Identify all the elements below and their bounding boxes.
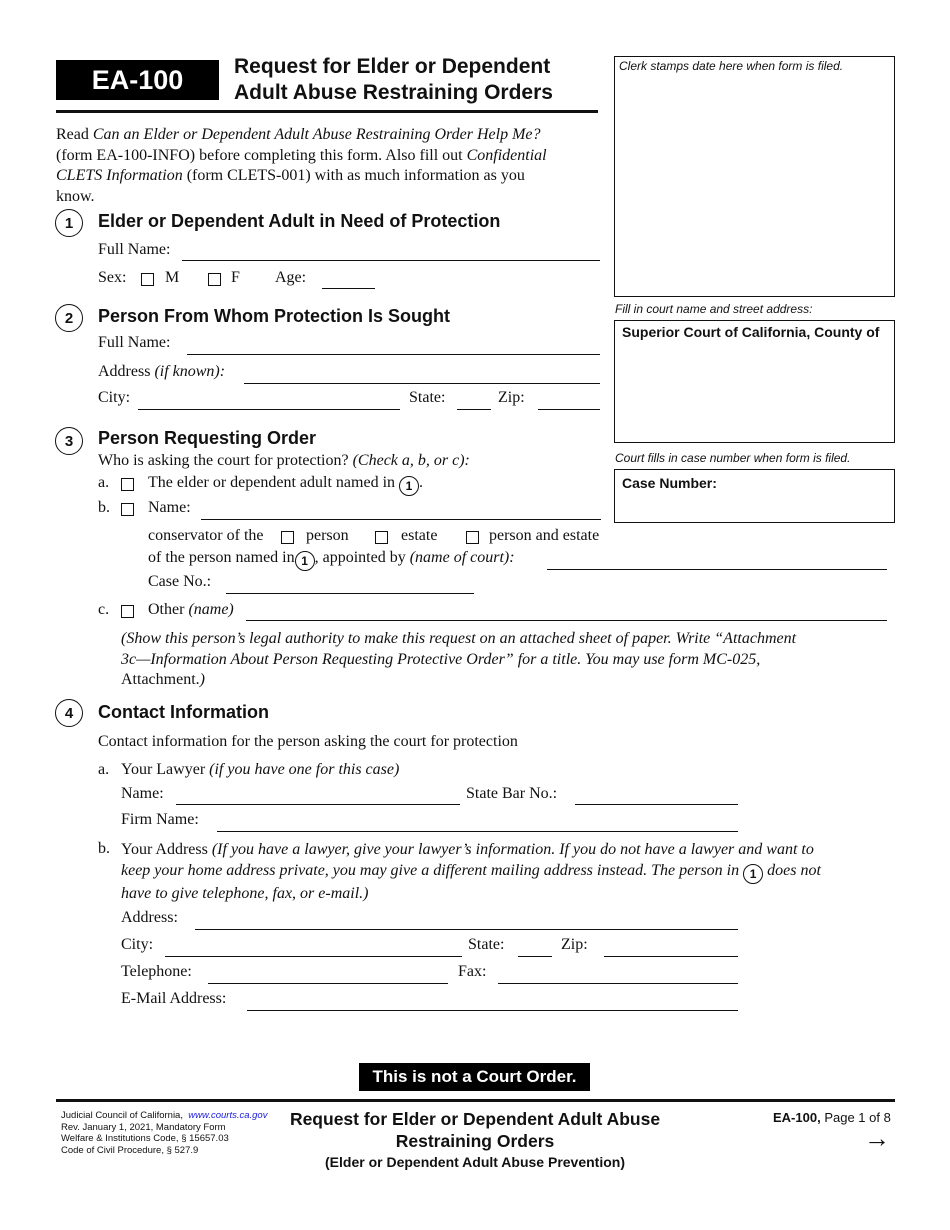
- s3-estate-label: estate: [401, 527, 438, 544]
- s4-b-text: Your Address (If you have a lawyer, give your lawyer’s information. If you do not have a lawyer and want to keep your home address private, you may give a different mailing address instead. The person in 1 does not have to give telephone, fax, or e-mail.): [121, 841, 821, 902]
- case-number-box[interactable]: [614, 469, 895, 523]
- s4-state-label: State:: [468, 936, 505, 953]
- court-caption: Fill in court name and street address:: [615, 302, 813, 316]
- case-caption: Court fills in case number when form is filed.: [615, 451, 851, 465]
- s4-email-label: E-Mail Address:: [121, 990, 227, 1007]
- s3-person-estate-label: person and estate: [489, 527, 600, 544]
- s1-age-field[interactable]: [322, 288, 375, 289]
- next-page-arrow-icon[interactable]: →: [864, 1123, 890, 1153]
- s4-fax-field[interactable]: [498, 983, 738, 984]
- footer-rule: [56, 1099, 895, 1102]
- s3-c-checkbox[interactable]: [121, 605, 134, 618]
- s1-sex-m-checkbox[interactable]: [141, 273, 154, 286]
- s2-state-label: State:: [409, 389, 446, 406]
- s3-question: Who is asking the court for protection? (Check a, b, or c):: [98, 452, 470, 469]
- s4-fax-label: Fax:: [458, 963, 487, 980]
- s4-telephone-label: Telephone:: [121, 963, 192, 980]
- info-form-title: Can an Elder or Dependent Adult Abuse Restraining Order Help Me?: [92, 126, 541, 143]
- s2-city-label: City:: [98, 389, 131, 406]
- ref-1-icon: 1: [743, 864, 763, 884]
- footer-page: EA-100, Page 1 of 8: [773, 1110, 891, 1125]
- section-1-number: 1: [55, 209, 83, 237]
- footer-legal: Judicial Council of California, www.courts.ca.gov Rev. January 1, 2021, Mandatory Form Welfare & Institutions Code, § 15657.03 Code of Civil Procedure, § 527.9: [61, 1110, 268, 1156]
- s1-age-label: Age:: [275, 269, 307, 286]
- s4-description: Contact information for the person asking the court for protection: [98, 733, 518, 750]
- s4-address-label: Address:: [121, 909, 178, 926]
- s1-sex-m-label: M: [165, 269, 180, 286]
- s3-person-estate-checkbox[interactable]: [466, 531, 479, 544]
- s4-state-field[interactable]: [518, 956, 552, 957]
- case-number-label: Case Number:: [622, 475, 717, 491]
- s1-full-name-label: Full Name:: [98, 241, 171, 258]
- s3-c-letter: c.: [98, 601, 110, 618]
- footer-title: Request for Elder or Dependent Adult Abuse Restraining Orders (Elder or Dependent Adult Abuse Prevention): [289, 1109, 661, 1170]
- s1-full-name-field[interactable]: [182, 260, 600, 261]
- clerk-stamp-box: [614, 56, 895, 297]
- s2-address-label: Address (if known):: [98, 363, 226, 380]
- s2-zip-label: Zip:: [498, 389, 525, 406]
- s1-sex-label: Sex:: [98, 269, 127, 286]
- courts-link[interactable]: www.courts.ca.gov: [188, 1110, 268, 1121]
- s4-bar-field[interactable]: [575, 804, 738, 805]
- s3-appointed-text: of the person named in 1 , appointed by (name of court):: [148, 549, 515, 571]
- s3-a-text: The elder or dependent adult named in 1 .: [148, 474, 423, 496]
- s2-address-field[interactable]: [244, 383, 600, 384]
- s4-email-field[interactable]: [247, 1010, 738, 1011]
- court-name-box[interactable]: [614, 320, 895, 443]
- section-3-title: Person Requesting Order: [98, 428, 317, 448]
- s3-case-no-field[interactable]: [226, 593, 474, 594]
- s3-c-other-label: Other (name): [148, 601, 234, 618]
- s3-person-checkbox[interactable]: [281, 531, 294, 544]
- s3-c-other-field[interactable]: [246, 620, 887, 621]
- s3-b-name-field[interactable]: [201, 519, 601, 520]
- s3-b-letter: b.: [98, 499, 110, 516]
- s2-zip-field[interactable]: [538, 409, 600, 410]
- clerk-stamp-caption: Clerk stamps date here when form is filed.: [619, 59, 844, 73]
- section-4-title: Contact Information: [98, 702, 269, 722]
- s4-b-letter: b.: [98, 840, 110, 857]
- s3-a-letter: a.: [98, 474, 110, 491]
- section-2-number: 2: [55, 304, 83, 332]
- s3-estate-checkbox[interactable]: [375, 531, 388, 544]
- s4-name-label: Name:: [121, 785, 164, 802]
- s3-conservator-label: conservator of the: [148, 527, 264, 544]
- form-title: [234, 54, 553, 106]
- s4-telephone-field[interactable]: [208, 983, 448, 984]
- intro-text: Read Can an Elder or Dependent Adult Abuse Restraining Order Help Me? (form EA-100-INFO) before completing this form. Also fill out Confidential CLETS Information (form CLETS-001) with as much information as you know.: [56, 126, 547, 205]
- s4-zip-label: Zip:: [561, 936, 588, 953]
- ref-1-icon: 1: [295, 551, 315, 571]
- s1-sex-f-checkbox[interactable]: [208, 273, 221, 286]
- s4-zip-field[interactable]: [604, 956, 738, 957]
- form-title-line1: Request for Elder or Dependent: [234, 55, 551, 78]
- s3-court-name-field[interactable]: [547, 569, 887, 570]
- form-id-badge: [56, 60, 219, 100]
- s4-city-label: City:: [121, 936, 154, 953]
- s4-name-field[interactable]: [176, 804, 460, 805]
- s4-a-letter: a.: [98, 761, 110, 778]
- s4-address-field[interactable]: [195, 929, 738, 930]
- s4-firm-label: Firm Name:: [121, 811, 199, 828]
- s2-city-field[interactable]: [138, 409, 400, 410]
- s3-a-checkbox[interactable]: [121, 478, 134, 491]
- form-id: EA-100: [91, 64, 184, 95]
- banner-text: This is not a Court Order.: [372, 1067, 577, 1086]
- s3-authority-instructions: (Show this person’s legal authority to make this request on an attached sheet of paper. Write “Attachment 3c—Information About Person Requesting Protective Order” for a title. You may use form MC-025, Attachment.): [121, 630, 797, 688]
- s4-firm-field[interactable]: [217, 831, 738, 832]
- s2-full-name-label: Full Name:: [98, 334, 171, 351]
- s3-person-label: person: [306, 527, 349, 544]
- s1-sex-f-label: F: [231, 269, 240, 286]
- s3-case-no-label: Case No.:: [148, 573, 212, 590]
- s3-b-name-label: Name:: [148, 499, 191, 516]
- s2-full-name-field[interactable]: [187, 354, 600, 355]
- section-4-number: 4: [55, 699, 83, 727]
- s4-bar-label: State Bar No.:: [466, 785, 558, 802]
- header-rule: [56, 110, 598, 113]
- ref-1-icon: 1: [399, 476, 419, 496]
- s4-a-text: Your Lawyer (if you have one for this case): [121, 761, 400, 778]
- court-name-text: Superior Court of California, County of: [622, 324, 880, 340]
- form-title-line2: Adult Abuse Restraining Orders: [234, 81, 553, 104]
- section-3-number: 3: [55, 427, 83, 455]
- section-2-title: Person From Whom Protection Is Sought: [98, 306, 451, 326]
- section-1-title: Elder or Dependent Adult in Need of Protection: [98, 211, 501, 231]
- s2-state-field[interactable]: [457, 409, 491, 410]
- not-court-order-banner: [359, 1063, 590, 1091]
- s4-city-field[interactable]: [165, 956, 462, 957]
- s3-b-checkbox[interactable]: [121, 503, 134, 516]
